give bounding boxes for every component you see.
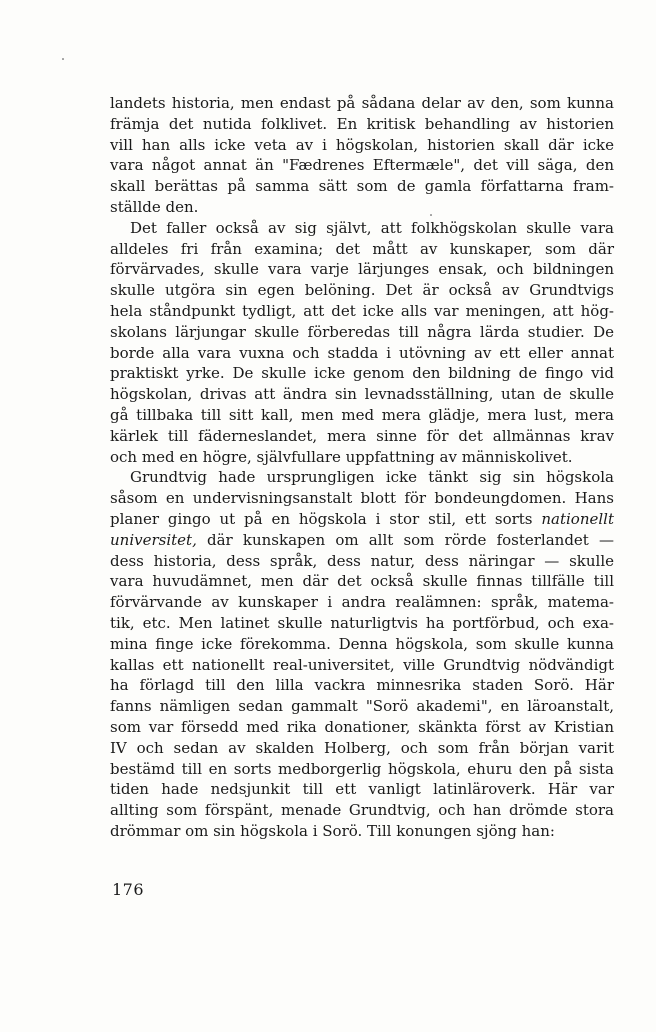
line-text: ställde den. bbox=[110, 197, 199, 216]
text-line bbox=[110, 759, 614, 780]
line-text: skulle utgöra sin egen belöning. Det är också av Grundtvigs bbox=[110, 281, 614, 300]
page-number: 176 bbox=[112, 880, 145, 899]
text-line bbox=[110, 114, 614, 135]
line-text: alldeles fri från examina; det mått av kunskaper, som där bbox=[110, 239, 614, 258]
italic-phrase: nationellt bbox=[541, 509, 614, 528]
line-text: Grundtvig hade ursprungligen icke tänkt sig sin högskola bbox=[130, 468, 614, 487]
text-line bbox=[110, 467, 614, 488]
line-text: som var försedd med rika donationer, skänkta först av Kristian bbox=[110, 717, 614, 736]
line-text: och med en högre, självfullare uppfattning av människolivet. bbox=[110, 447, 573, 466]
text-line bbox=[110, 509, 614, 530]
line-text: förvärvande av kunskaper i andra realämnen: språk, matema- bbox=[110, 593, 614, 612]
line-text: tiden hade nedsjunkit till ett vanligt latinläroverk. Här var bbox=[110, 780, 614, 799]
text-line bbox=[110, 696, 614, 717]
line-text: bestämd till en sorts medborgerlig högskola, ehuru den på sista bbox=[110, 759, 614, 778]
line-text: där kunskapen om allt som rörde fosterlandet — bbox=[196, 530, 614, 549]
text-line bbox=[110, 738, 614, 759]
text-line bbox=[110, 571, 614, 592]
text-line bbox=[110, 447, 614, 468]
text-line bbox=[110, 176, 614, 197]
line-text: ha förlagd till den lilla vackra minnesrika staden Sorö. Här bbox=[110, 676, 614, 695]
text-line bbox=[110, 363, 614, 384]
text-line bbox=[110, 426, 614, 447]
line-text: såsom en undervisningsanstalt blott för bondeungdomen. Hans bbox=[110, 489, 614, 508]
text-line bbox=[110, 800, 614, 821]
text-line bbox=[110, 551, 614, 572]
text-line bbox=[110, 135, 614, 156]
line-text: drömmar om sin högskola i Sorö. Till konungen sjöng han: bbox=[110, 821, 555, 840]
text-line bbox=[110, 675, 614, 696]
text-line bbox=[110, 218, 614, 239]
text-line bbox=[110, 301, 614, 322]
line-text: Det faller också av sig självt, att folkhögskolan skulle vara bbox=[130, 218, 614, 237]
text-line bbox=[110, 488, 614, 509]
text-line bbox=[110, 384, 614, 405]
line-text: planer gingo ut på en högskola i stor stil, ett sorts bbox=[110, 509, 542, 528]
line-text: hela ståndpunkt tydligt, att det icke alls var meningen, att hög- bbox=[110, 301, 614, 320]
line-text: skall berättas på samma sätt som de gamla författarna fram- bbox=[110, 177, 614, 196]
text-line bbox=[110, 239, 614, 260]
text-line bbox=[110, 93, 614, 114]
text-line bbox=[110, 280, 614, 301]
line-text: borde alla vara vuxna och stadda i utövning av ett eller annat bbox=[110, 343, 614, 362]
line-text: kärlek till fäderneslandet, mera sinne för det allmännas krav bbox=[110, 426, 614, 445]
line-text: kallas ett nationellt real-universitet, ville Grundtvig nödvändigt bbox=[110, 655, 614, 674]
line-text: mina finge icke förekomma. Denna högskola, som skulle kunna bbox=[110, 634, 614, 653]
line-text: skolans lärjungar skulle förberedas till några lärda studier. De bbox=[110, 322, 614, 341]
line-text: praktiskt yrke. De skulle icke genom den bildning de fingo vid bbox=[110, 364, 614, 383]
text-line bbox=[110, 259, 614, 280]
text-line bbox=[110, 530, 614, 551]
text-line bbox=[110, 821, 614, 842]
line-text: högskolan, drivas att ändra sin levnadsställning, utan de skulle bbox=[110, 385, 614, 404]
line-text: vara huvudämnet, men där det också skulle finnas tillfälle till bbox=[110, 572, 614, 591]
line-text: landets historia, men endast på sådana delar av den, som kunna bbox=[110, 94, 614, 112]
line-text: allting som förspänt, menade Grundtvig, och han drömde stora bbox=[110, 801, 614, 820]
line-text: främja det nutida folklivet. En kritisk behandling av historien bbox=[110, 114, 614, 133]
text-line bbox=[110, 343, 614, 364]
text-line bbox=[110, 155, 614, 176]
line-text: dess historia, dess språk, dess natur, dess näringar — skulle bbox=[110, 551, 614, 570]
line-text: fanns nämligen sedan gammalt "Sorö akademi", en läroanstalt, bbox=[110, 697, 614, 716]
line-text: vara något annat än "Fædrenes Eftermæle", det vill säga, den bbox=[110, 156, 614, 175]
line-text: vill han alls icke veta av i högskolan, historien skall där icke bbox=[110, 135, 614, 154]
text-line bbox=[110, 322, 614, 343]
line-text: förvärvades, skulle vara varje lärjunges ensak, och bildningen bbox=[110, 260, 614, 279]
text-line bbox=[110, 634, 614, 655]
italic-phrase: universitet, bbox=[110, 530, 197, 549]
text-line bbox=[110, 613, 614, 634]
text-line bbox=[110, 592, 614, 613]
print-speck bbox=[62, 58, 64, 60]
text-line bbox=[110, 779, 614, 800]
body-text bbox=[110, 93, 614, 842]
text-line bbox=[110, 655, 614, 676]
text-line bbox=[110, 717, 614, 738]
line-text: gå tillbaka till sitt kall, men med mera glädje, mera lust, mera bbox=[110, 405, 614, 424]
text-line bbox=[110, 405, 614, 426]
text-line bbox=[110, 197, 614, 218]
line-text: IV och sedan av skalden Holberg, och som från början varit bbox=[110, 738, 614, 757]
line-text: tik, etc. Men latinet skulle naturligtvis ha portförbud, och exa- bbox=[110, 613, 614, 632]
